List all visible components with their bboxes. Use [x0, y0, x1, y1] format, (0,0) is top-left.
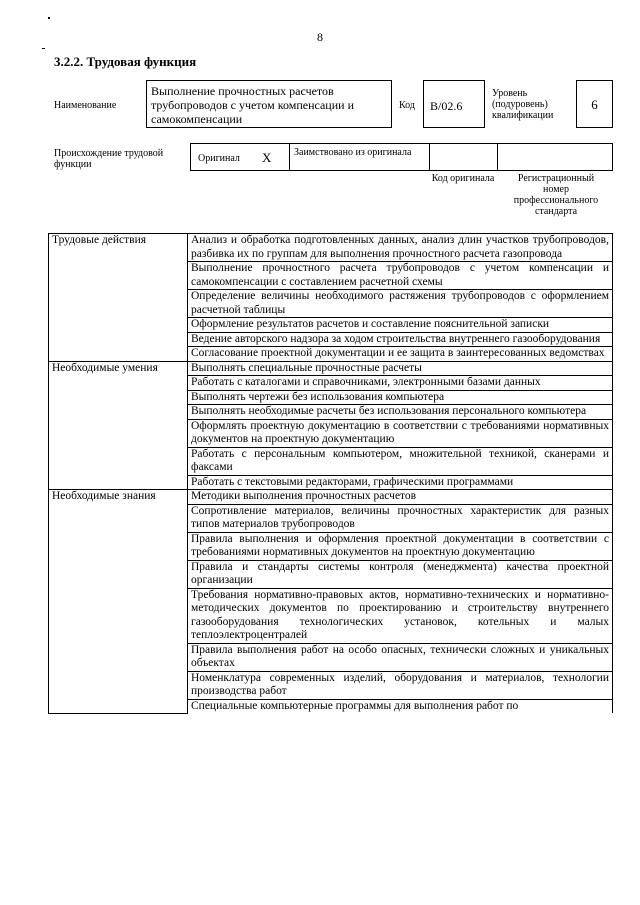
item-cell: Выполнять необходимые расчеты без использования персонального компьютера	[188, 405, 613, 420]
name-label: Наименование	[54, 100, 117, 111]
borrowed-label: Заимствовано из оригинала	[294, 147, 412, 158]
function-details-table	[48, 233, 613, 714]
original-mark: X	[262, 150, 272, 165]
reg-number-caption: Регистрационный номер профессионального стандарта	[513, 173, 599, 217]
page-number: 8	[317, 30, 323, 44]
original-label: Оригинал	[198, 153, 240, 164]
item-cell: Правила и стандарты системы контроля (менеджмента) качества проектной организации	[188, 560, 613, 588]
scan-speck	[48, 17, 50, 19]
item-cell: Анализ и обработка подготовленных данных, анализ длин участков трубопроводов, разбивка их по группам для выполнения прочностного расчета газопровода	[188, 234, 613, 262]
item-cell: Номенклатура современных изделий, оборудования и материалов, технологии производства работ	[188, 671, 613, 699]
code-label: Код	[399, 100, 415, 111]
category-cell: Необходимые умения	[49, 361, 188, 490]
code-value: B/02.6	[430, 99, 463, 113]
table-row	[49, 234, 613, 262]
category-cell: Трудовые действия	[49, 234, 188, 362]
origin-divider	[429, 143, 430, 171]
function-name-value: Выполнение прочностных расчетов трубопроводов с учетом компенсации и самокомпенсации	[151, 84, 354, 126]
item-cell: Специальные компьютерные программы для выполнения работ по	[188, 699, 613, 713]
item-cell: Правила выполнения и оформления проектной документации в соответствии с требованиями нормативных документов на проектную документацию	[188, 532, 613, 560]
level-label: Уровень (подуровень) квалификации	[492, 88, 554, 121]
level-box	[576, 80, 613, 128]
section-title: 3.2.2. Трудовая функция	[54, 54, 197, 69]
item-cell: Методики выполнения прочностных расчетов	[188, 490, 613, 505]
code-box	[423, 80, 485, 128]
origin-divider	[289, 143, 290, 171]
item-cell: Работать с персональным компьютером, множительной техникой, сканерами и факсами	[188, 447, 613, 475]
code-original-caption: Код оригинала	[431, 173, 495, 184]
function-name-box	[146, 80, 392, 128]
category-cell: Необходимые знания	[49, 490, 188, 714]
origin-label: Происхождение трудовой функции	[54, 148, 164, 170]
page-bottom-margin	[0, 833, 640, 905]
item-cell: Согласование проектной документации и ее защита в заинтересованных ведомствах	[188, 347, 613, 362]
item-cell: Выполнение прочностного расчета трубопроводов с учетом компенсации и самокомпенсации с составлением расчетной схемы	[188, 262, 613, 290]
origin-divider	[497, 143, 498, 171]
item-cell: Работать с текстовыми редакторами, графическими программами	[188, 475, 613, 490]
item-cell: Выполнять чертежи без использования компьютера	[188, 390, 613, 405]
item-cell: Выполнять специальные прочностные расчеты	[188, 361, 613, 376]
item-cell: Сопротивление материалов, величины прочностных характеристик для разных типов материалов трубопроводов	[188, 504, 613, 532]
item-cell: Работать с каталогами и справочниками, электронными базами данных	[188, 376, 613, 391]
table-row	[49, 490, 613, 505]
item-cell: Оформление результатов расчетов и составление пояснительной записки	[188, 318, 613, 333]
item-cell: Определение величины необходимого растяжения трубопроводов с оформлением расчетной таблицы	[188, 290, 613, 318]
table-row	[49, 361, 613, 376]
level-value: 6	[591, 97, 598, 112]
item-cell: Оформлять проектную документацию в соответствии с требованиями нормативных документов на проектную документацию	[188, 419, 613, 447]
item-cell: Правила выполнения работ на особо опасных, технически сложных и уникальных объектах	[188, 643, 613, 671]
item-cell: Требования нормативно-правовых актов, нормативно-технических и нормативно-методических документов по проектированию и строительству внутреннего газооборудования технологических установок, котельных и малых теплоэлектроцентралей	[188, 588, 613, 643]
scan-speck	[42, 48, 45, 49]
item-cell: Ведение авторского надзора за ходом строительства внутреннего газооборудования	[188, 332, 613, 347]
